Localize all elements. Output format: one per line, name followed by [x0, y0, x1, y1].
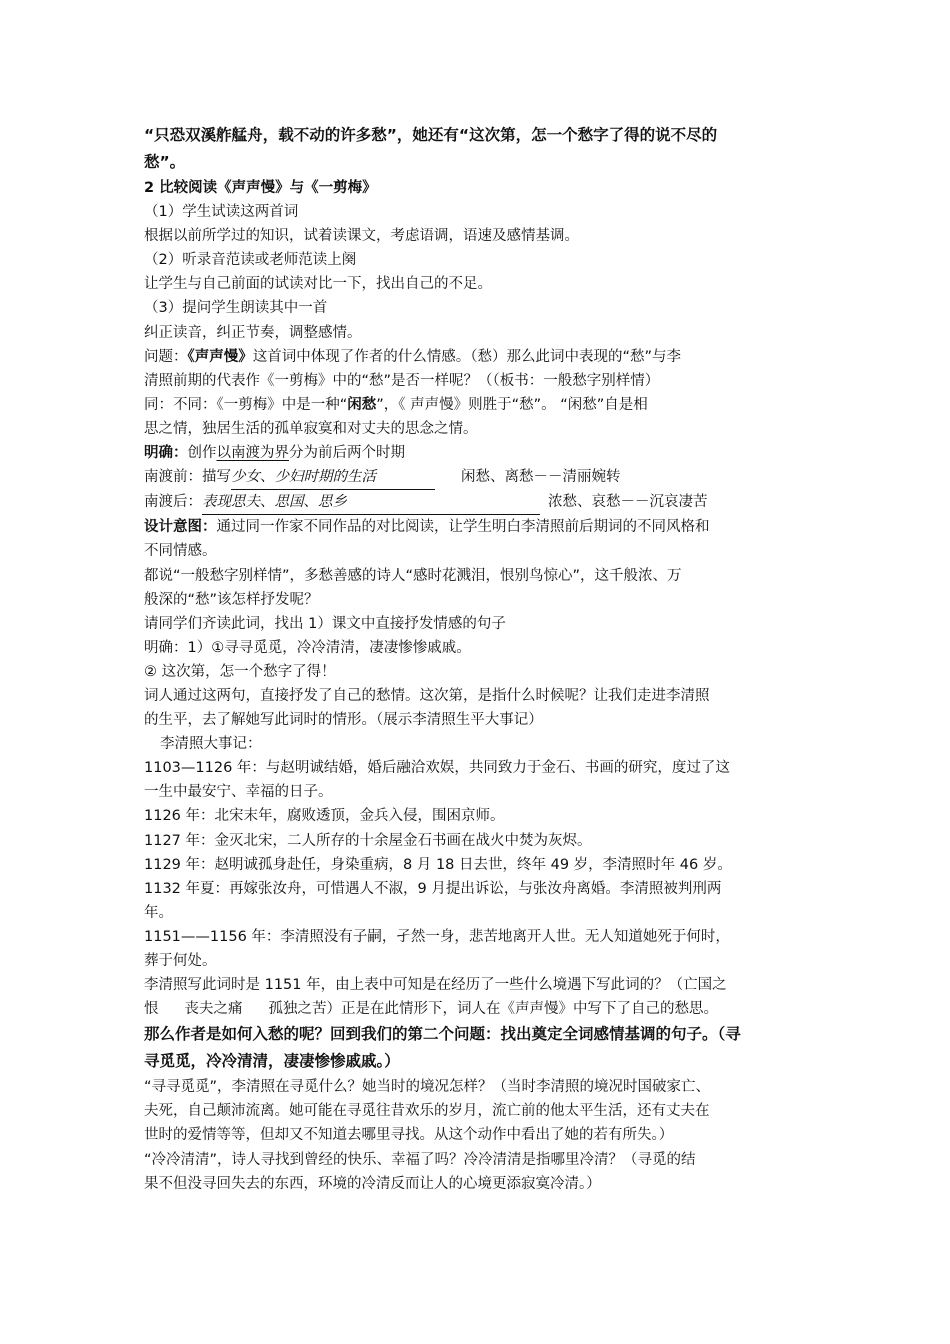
question-title: 《声声慢》 [187, 348, 253, 365]
analysis-hate: 恨 [144, 1001, 159, 1018]
design-label: 设计意图： [144, 519, 217, 536]
analysis-line-2 [144, 997, 812, 1021]
para-line-2: 般深的“愁”该怎样抒发呢？ [144, 591, 319, 608]
timeline-item-1-cont: 一生中最安宁、幸福的日子。 [144, 784, 333, 801]
explain-1-line-2: 夫死，自己颠沛流离。她可能在寻觅往昔欢乐的岁月，流亡前的他太平生活，还有丈夫在 [144, 1103, 710, 1120]
step-1-text: 根据以前所学过的知识，试着读课文，考虑语调，语速及感情基调。 [144, 228, 579, 245]
clarify-post: 分为前后两个时期 [289, 445, 405, 462]
before-a: 少女 [231, 469, 260, 486]
design-line-2: 不同情感。 [144, 543, 217, 560]
analysis-loss: 丧夫之痛 [184, 1001, 243, 1018]
explain-2-line-1: “冷冷清清”，诗人寻找到曾经的快乐、幸福了吗？冷冷清清是指哪里冷清？（寻觅的结 [144, 1151, 696, 1168]
compare-line-1 [144, 393, 812, 417]
before-b: 少妇时期的生活 [274, 469, 376, 486]
timeline-item-5: 1132 年夏：再嫁张汝舟，可惜遇人不淑，9 月提出诉讼，与张汝舟离婚。李清照被判刑两 [144, 880, 722, 897]
design-line-1 [144, 515, 812, 539]
analysis-line-1: 李清照写此词时是 1151 年，由上表中可知是在经历了一些什么境遇下写此词的？（亡国之 [144, 977, 727, 994]
step-3: （3）提问学生朗读其中一首 [144, 300, 328, 317]
timeline-item-1: 1103—1126 年：与赵明诚结婚，婚后融洽欢娱，共同致力于金石、书画的研究，度过了这 [144, 760, 730, 777]
para-line-1: 都说“一般愁字别样情”，多愁善感的诗人“感时花溅泪，恨别鸟惊心”，这千般浓、万 [144, 567, 682, 584]
bold-question-1: 那么作者是如何入愁的呢？回到我们的第二个问题：找出奠定全词感情基调的句子。（寻 [144, 1025, 741, 1044]
explain-1-line-1: “寻寻觅觅”，李清照在寻觅什么？她当时的境况怎样？（当时李清照的境况时国破家亡、 [144, 1079, 711, 1096]
clarify-underlined: 以南渡为界 [216, 445, 289, 462]
timeline-item-6: 1151——1156 年：李清照没有子嗣，孑然一身，悲苦地离开人世。无人知道她死于何时， [144, 928, 730, 945]
timeline-item-4: 1129 年：赵明诚孤身赴任，身染重病，8 月 18 日去世，终年 49 岁，李清照时年 46 岁。 [144, 856, 732, 873]
before-label: 南渡前：描写 [144, 469, 231, 486]
step-2-text: 让学生与自己前面的试读对比一下，找出自己的不足。 [144, 276, 492, 293]
timeline-heading: 李清照大事记： [160, 736, 262, 753]
clarify-pre: 创作 [187, 445, 217, 462]
question-line-2: 清照前期的代表作《一剪梅》中的“愁”是否一样呢？（（板书：一般愁字别样情） [144, 372, 660, 389]
before-sep: 、 [260, 469, 275, 486]
timeline-item-6-cont: 葬于何处。 [144, 953, 217, 969]
document-body [144, 122, 812, 1196]
step-3-text: 纠正读音，纠正节奏，调整感情。 [144, 324, 362, 341]
before-tail: 闲愁、离愁－－清丽婉转 [461, 469, 621, 486]
timeline-item-5-cont: 年。 [144, 904, 173, 921]
question-text: 这首词中体现了作者的什么情感。（愁）那么此词中表现的“愁”与李 [252, 348, 682, 365]
para-line-5: ② 这次第，怎一个愁字了得！ [144, 663, 336, 680]
timeline-item-3: 1127 年：金灭北宋，二人所存的十余屋金石书画在战火中焚为灰烬。 [144, 832, 592, 849]
para-line-4: 明确：1）①寻寻觅觅，冷冷清清，凄凄惨惨戚戚。 [144, 639, 471, 656]
clarify-line [144, 441, 812, 465]
compare-text-post: ”，《 声声慢》则胜于“愁”。 “闲愁”自是相 [376, 396, 648, 413]
after-tail: 浓愁、哀愁－－沉哀凄苦 [548, 494, 708, 511]
after-south-line [144, 490, 812, 515]
quote-line-2: 愁”。 [144, 153, 186, 171]
quote-line-1: “只恐双溪舴艋舟，载不动的许多愁”，她还有“这次第，怎一个愁字了得的说不尽的 [144, 126, 718, 144]
compare-text-pre: 同：不同：《一剪梅》中是一种“ [144, 396, 348, 413]
step-2: （2）听录音范读或老师范读上阕 [144, 252, 357, 269]
after-blank [202, 490, 540, 515]
after-label: 南渡后： [144, 494, 202, 511]
bold-question-2: 寻觅觅，冷冷清清，凄凄惨惨戚戚。） [144, 1052, 400, 1071]
before-south-line [144, 465, 812, 490]
section-heading-2: 2 比较阅读《声声慢》与《一剪梅》 [144, 180, 377, 196]
explain-1-line-3: 世时的爱情等等，但却又不知道去哪里寻找。从这个动作中看出了她的若有所失。） [144, 1127, 674, 1144]
compare-bold: 闲愁 [347, 396, 377, 413]
compare-line-2: 思之情，独居生活的孤单寂寞和对丈夫的思念之情。 [144, 420, 478, 437]
after-sep-1: 、 [260, 494, 275, 511]
question-line-1 [144, 345, 812, 369]
question-label: 问题： [144, 348, 188, 365]
after-sep-2: 、 [303, 494, 318, 511]
explain-2-line-2: 果不但没寻回失去的东西，环境的冷清反而让人的心境更添寂寞冷清。） [144, 1175, 601, 1192]
para-line-6: 词人通过这两句，直接抒发了自己的愁情。这次第，是指什么时候呢？让我们走进李清照 [144, 687, 710, 704]
para-line-7: 的生平，去了解她写此词时的情形。（展示李清照生平大事记） [144, 712, 543, 729]
before-blank [231, 465, 435, 490]
after-c: 思乡 [318, 494, 347, 511]
design-text: 通过同一作家不同作品的对比阅读，让学生明白李清照前后期词的不同风格和 [216, 519, 710, 536]
clarify-label: 明确： [144, 445, 188, 462]
timeline-item-2: 1126 年：北宋末年，腐败透顶，金兵入侵，围困京师。 [144, 808, 505, 825]
step-1: （1）学生试读这两首词 [144, 204, 299, 221]
after-b: 思国 [274, 494, 304, 511]
after-a: 表现思夫 [202, 494, 260, 511]
analysis-lonely: 孤独之苦）正是在此情形下，词人在《声声慢》中写下了自己的愁思。 [268, 1001, 718, 1018]
para-line-3: 请同学们齐读此词，找出 1）课文中直接抒发情感的句子 [144, 615, 506, 632]
